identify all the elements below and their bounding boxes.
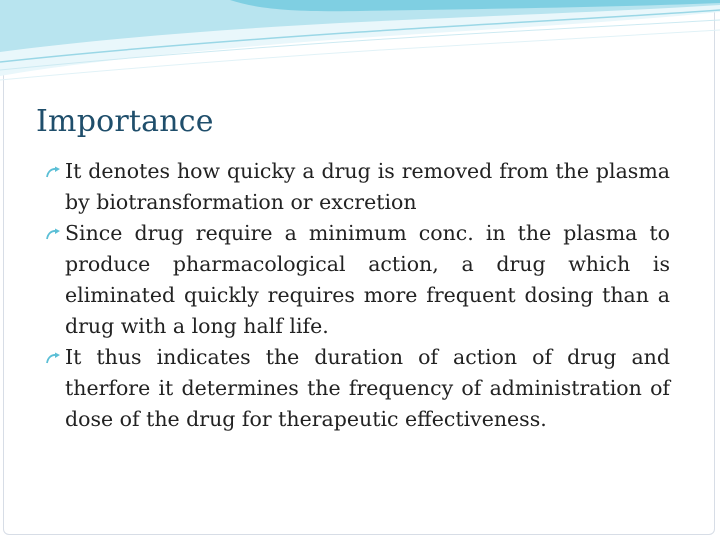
curved-arrow-bullet-icon	[46, 352, 61, 364]
curved-arrow-bullet-icon	[46, 228, 61, 240]
bullet-list	[46, 156, 670, 435]
bullet-item	[46, 156, 670, 218]
curved-arrow-bullet-icon	[46, 166, 61, 178]
bullet-text: It thus indicates the duration of action of drug and therfore it determines the frequency of administration of dose of the drug for therapeutic effectiveness.	[65, 345, 670, 431]
bullet-item	[46, 218, 670, 342]
slide-title: Importance	[36, 104, 214, 139]
bullet-text: It denotes how quicky a drug is removed from the plasma by biotransformation or excretion	[65, 159, 670, 214]
bullet-item	[46, 342, 670, 435]
header-wave-decoration	[0, 0, 720, 90]
bullet-text: Since drug require a minimum conc. in the plasma to produce pharmacological action, a drug which is eliminated quickly requires more frequent dosing than a drug with a long half life.	[65, 221, 670, 338]
